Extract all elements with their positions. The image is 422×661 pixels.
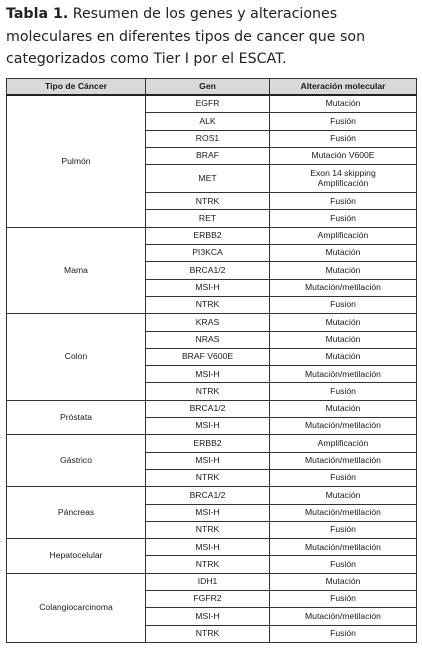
alteration-cell: Fusion [270,296,417,313]
gene-cell: NRAS [146,331,270,348]
gene-cell: BRAF V600E [146,348,270,365]
cancer-type-cell: Mama [7,227,146,313]
alteration-cell: Mutación/metilación [270,418,417,435]
alteration-cell: Mutación [270,400,417,417]
alteration-cell: Mutación [270,487,417,504]
alteration-cell: Mutación [270,262,417,279]
cancer-type-cell: Hepatocelular [7,539,146,574]
gene-cell: RET [146,210,270,227]
alteration-cell: Mutación [270,314,417,331]
alteration-cell: Fusión [270,210,417,227]
table-row [7,539,417,556]
alteration-cell: Amplificación [270,227,417,244]
gene-cell: NTRK [146,383,270,400]
gene-cell: BRAF [146,147,270,164]
gene-cell: BRCA1/2 [146,262,270,279]
gene-cell: BRCA1/2 [146,487,270,504]
gene-cell: MSI-H [146,608,270,625]
header-alteration: Alteración molecular [270,79,417,96]
gene-cell: NTRK [146,556,270,573]
gene-cell: ROS1 [146,130,270,147]
alteration-cell: Mutación/metilación [270,539,417,556]
gene-cell: NTRK [146,296,270,313]
cancer-type-cell: Pulmón [7,95,146,227]
gene-cell: KRAS [146,314,270,331]
alteration-cell: Fusión [270,556,417,573]
table-body [7,95,417,642]
gene-cell: MSI-H [146,366,270,383]
alteration-cell: Fusión [270,383,417,400]
header-gene: Gen [146,79,270,96]
gene-cell: IDH1 [146,573,270,590]
gene-cell: ERBB2 [146,435,270,452]
cancer-type-cell: Colon [7,314,146,400]
caption-label: Tabla 1. [6,6,69,22]
gene-cell: BRCA1/2 [146,400,270,417]
gene-cell: MSI-H [146,418,270,435]
gene-cell: PI3KCA [146,245,270,262]
gene-cell: MSI-H [146,279,270,296]
table-caption [6,3,416,71]
alteration-cell: Amplificación [270,435,417,452]
alteration-cell: Fusión [270,113,417,130]
table-row [7,435,417,452]
alteration-cell: Fusión [270,193,417,210]
gene-cell: NTRK [146,521,270,538]
header-cancer-type: Tipo de Cáncer [7,79,146,96]
alteration-cell: Mutación V600E [270,147,417,164]
alteration-cell: Mutación [270,573,417,590]
gene-cell: MET [146,165,270,193]
alteration-cell: Fusión [270,625,417,642]
gene-cell: ALK [146,113,270,130]
cancer-type-cell: Gástrico [7,435,146,487]
table-header [7,79,417,96]
alteration-cell: Mutación/metilación [270,279,417,296]
gene-cell: EGFR [146,95,270,113]
alteration-cell: Fusión [270,591,417,608]
table-row [7,314,417,331]
alteration-cell: Fusión [270,130,417,147]
gene-alteration-table [6,78,417,643]
alteration-cell: Mutación/metilación [270,504,417,521]
alteration-cell: Mutación/metilación [270,366,417,383]
alteration-cell: Fusión [270,469,417,486]
gene-cell: NTRK [146,193,270,210]
alteration-cell: Mutación [270,95,417,113]
gene-cell: MSI-H [146,504,270,521]
table-row [7,400,417,417]
table-row [7,95,417,113]
caption-text: Resumen de los genes y alteraciones moleculares en diferentes tipos de cancer que son categorizados como Tier I por el ESCAT. [6,6,366,67]
table-row [7,487,417,504]
alteration-cell: Mutación [270,245,417,262]
alteration-cell: Mutación/metilación [270,452,417,469]
gene-cell: NTRK [146,625,270,642]
alteration-cell: Exon 14 skipping Amplificación [270,165,417,193]
header-row [7,79,417,96]
gene-cell: FGFR2 [146,591,270,608]
gene-cell: NTRK [146,469,270,486]
alteration-cell: Fusión [270,521,417,538]
gene-cell: MSI-H [146,452,270,469]
gene-cell: MSI-H [146,539,270,556]
alteration-cell: Mutación [270,348,417,365]
table-row [7,227,417,244]
gene-cell: ERBB2 [146,227,270,244]
alteration-cell: Mutación [270,331,417,348]
alteration-cell: Mutación/metilación [270,608,417,625]
cancer-type-cell: Próstata [7,400,146,435]
cancer-type-cell: Páncreas [7,487,146,539]
table-row [7,573,417,590]
cancer-type-cell: Colangiocarcinoma [7,573,146,642]
